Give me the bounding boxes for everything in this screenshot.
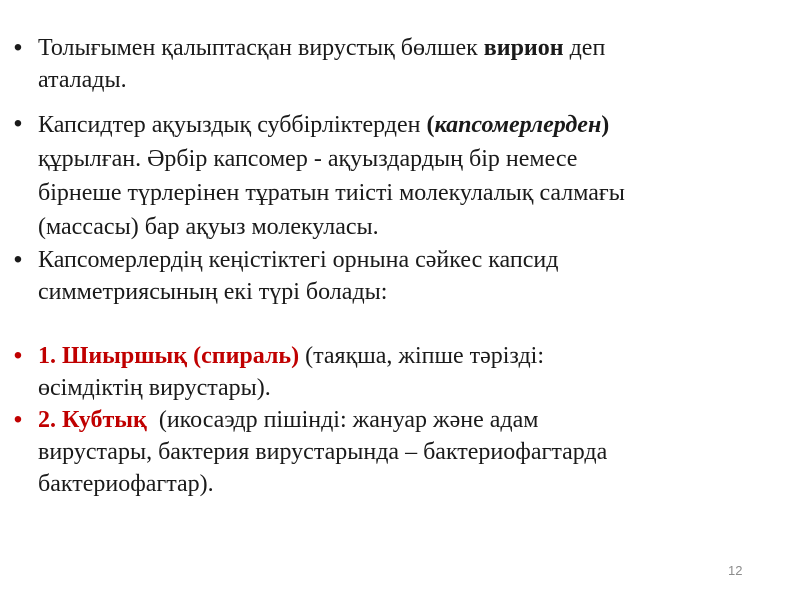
bullet-line xyxy=(38,340,748,372)
term-cubic: 2. Кубтық xyxy=(38,407,147,433)
bullet-item-cubic xyxy=(8,404,748,500)
bullet-line: өсімдіктің вирустары). xyxy=(38,375,271,401)
bullet-line: аталады. xyxy=(38,67,127,93)
bullet-marker: • xyxy=(13,34,23,61)
paren-open: ( xyxy=(426,112,435,138)
bullet-marker: • xyxy=(13,406,23,433)
bullet-text: Толығымен қалыптасқан вирустық бөлшек xyxy=(38,35,484,61)
page-number: 12 xyxy=(728,563,743,578)
bullet-text: деп xyxy=(563,35,606,61)
bullet-line: симметриясының екі түрі болады: xyxy=(38,279,388,305)
paren-close: ) xyxy=(601,112,610,138)
bullet-item-symmetry xyxy=(8,244,748,308)
bullet-text: (икосаэдр пішінді: жануар және адам xyxy=(146,407,539,433)
bullet-line xyxy=(38,108,748,142)
bullet-line xyxy=(38,32,748,64)
bullet-marker: • xyxy=(13,246,23,273)
term-capsomers: капсомерлерден xyxy=(434,112,602,138)
bullet-line: құрылған. Әрбір капсомер - ақуыздардың бір немесе xyxy=(38,146,578,172)
bullet-item-virion xyxy=(8,32,748,96)
bullet-marker: • xyxy=(13,342,23,369)
bullet-line: (массасы) бар ақуыз молекуласы. xyxy=(38,214,379,240)
bullet-marker: • xyxy=(13,110,23,137)
bullet-line: вирустары, бактерия вирустарында – бактериофагтарда xyxy=(38,439,608,465)
bullet-line: Капсомерлердің кеңістіктегі орнына сәйкес капсид xyxy=(38,247,559,273)
bullet-line xyxy=(38,404,748,436)
bullet-line: бірнеше түрлерінен тұратын тиісті молекулалық салмағы xyxy=(38,180,625,206)
bullet-item-helical xyxy=(8,340,748,404)
bullet-list xyxy=(8,32,748,500)
term-helical: 1. Шиыршық (спираль) xyxy=(38,343,300,369)
bullet-line: бактериофагтар). xyxy=(38,471,214,497)
bullet-text: (таяқша, жіпше тәрізді: xyxy=(299,343,544,369)
bullet-item-capsomers xyxy=(8,108,748,244)
bullet-text: Капсидтер ақуыздық суббірліктерден xyxy=(38,112,427,138)
term-virion: вирион xyxy=(483,35,564,61)
